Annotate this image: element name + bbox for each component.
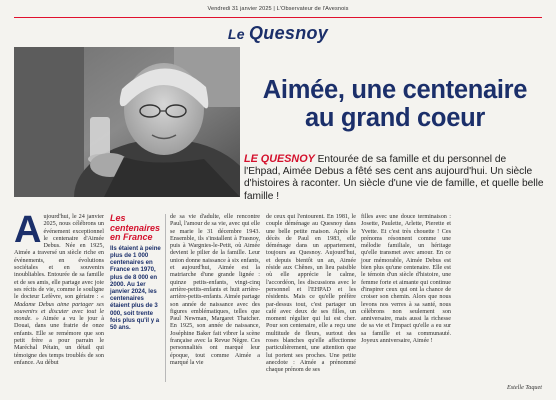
drop-cap: A	[14, 209, 42, 251]
column-divider	[165, 214, 166, 382]
lede-place: LE QUESNOY	[244, 153, 315, 165]
sidebar-body: Ils étaient à peine plus de 1 000 centenaires en France en 1970, plus de 8 000 en 2000. Au 1er janvier 2024, les centenaires étaient plus de 3 000, soit trente fois plus qu'il y a 50 ans.	[110, 244, 161, 332]
sidebar-box	[110, 214, 161, 331]
column-4-text: de ceux qui l'entourent. En 1981, le couple déménage au Quesnoy dans une belle petite maison. Après le décès de Paul en 1983, elle déménage dans un appartement, toujours au Quesnoy. Aujourd'hui, et depuis bientôt un an, Aimée réside aux Chênes, un lieu paisible où elle apprécie le calme, l'accordéon, les discussions avec le personnel et l'EHPAD et les résidents. Mais ce qu'elle préfère par-dessus tout, c'est partager un café avec deux de ses filles, un moment régulier qui lui est cher. Pour son centenaire, elle a reçu une multitude de fleurs, surtout des roses blanches qu'elle affectionne particulièrement, une attention que lui portent ses proches. Une petite anecdote : Aimée a prénommé chaque prénom de ses	[266, 214, 356, 374]
article-column-5	[361, 214, 451, 345]
article-column-3	[170, 214, 260, 367]
column-5-text: filles avec une douce terminaison : Josette, Paulette, Arlette, Pierette et Yvette. Et c'est très chouette ! Ces prénoms résonnent comme une mélodie familiale, un héritage qu'elle transmet avec amour. En ce jour mémorable, Aimée Debus est bien plus qu'une centenaire. Elle est le témoin d'un siècle d'histoire, une femme forte et aimante qui continue d'inspirer ceux qui ont la chance de croiser son chemin. Alors que nous levons nos verres à sa santé, nous célébrons non seulement son anniversaire, mais aussi la richesse de sa vie et l'impact qu'elle a eu sur sa famille et sa communauté. Joyeux anniversaire, Aimée !	[361, 214, 451, 345]
article-headline: Aimée, une centenaire au grand coeur	[262, 76, 528, 132]
section-title-name: Quesnoy	[249, 23, 329, 43]
page-folio: Vendredi 31 janvier 2025 | L'Observateur de l'Avesnois	[207, 6, 349, 12]
section-title-prefix: Le	[227, 26, 249, 42]
lede-text: Entourée de sa famille et du personnel de l'Ehpad, Aimée Debus a fêté ses cent ans aujourd'hui. Un siècle d'histoires à raconter. Un siècle d'une vie de famille, et quelle belle famille !	[244, 154, 544, 202]
column-3-text: de sa vie d'adulte, elle rencontre Paul, l'amour de sa vie, avec qui elle se marie le 31 décembre 1943. Ensemble, ils s'installent à Frasnoy, puis à Wargnies-le-Petit, où Aimée devient le pilier de la famille. Leur union donne naissance à six enfants, et aujourd'hui, Aimée est la matriarche d'une grande lignée : quinze petits-enfants, vingt-cinq arrière-petits-enfants et huit arrière-arrière-petits-enfants. Aimée partage son année de naissance avec des figures emblématiques, telles que Paul Newman, Margaret Thatcher. En 1925, son année de naissance, Joséphine Baker fait vibrer la scène française avec la Revue Nègre. Ces personnalités ont marqué leur époque, tout comme Aimée a marqué la vie	[170, 214, 260, 366]
column-1-part-b: Aimée a vu le jour à Douai, dans une fratrie de onze enfants. Elle se remémore que son petit frère a pour parrain le Maréchal Pétain, un détail qui témoigne des temps troublés de son enfance. Au début	[14, 316, 104, 366]
sidebar-title: Les centenaires en France	[110, 213, 161, 243]
article-column-1	[14, 209, 104, 367]
column-1-text	[14, 209, 104, 367]
section-header	[14, 17, 542, 47]
article-byline: Estelle Taquet	[506, 384, 542, 391]
article-lede	[244, 153, 544, 203]
doctor-quote: « Madame Debus aime partager ses souvenirs et discuter avec tout le monde. »	[14, 294, 104, 323]
article-photo	[14, 47, 240, 197]
section-title	[14, 23, 542, 44]
article-column-4	[266, 214, 356, 375]
column-1-part-a: ujourd'hui, le 24 janvier 2025, nous célébrons un événement exceptionnel le centenaire d'Aimée Debus. Née en 1925, Aimée a traversé un siècle riche en événements, en évolutions sociétales et en souvenirs inoubliables. Entourée de sa famille et de ses amis, elle partage avec joie ses récits de vie, comme le souligne le docteur Lefèvre, son gériatre :	[14, 214, 104, 301]
